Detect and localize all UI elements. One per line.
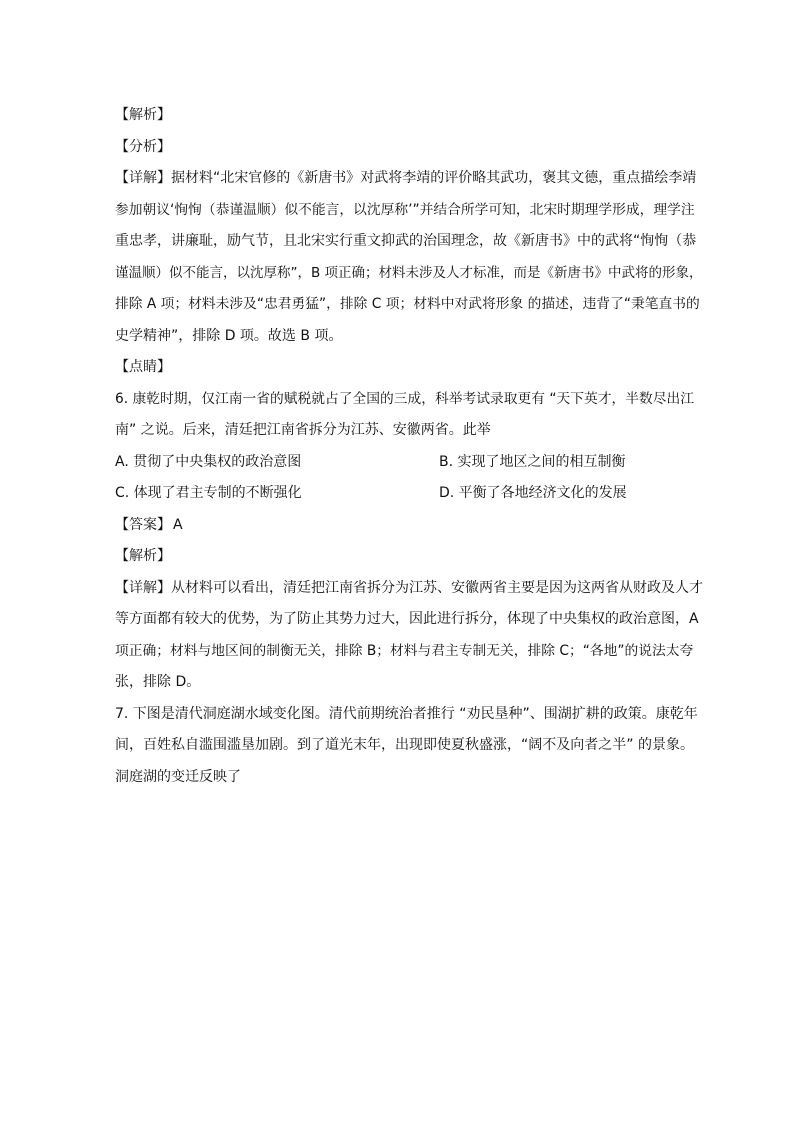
- q6-answer-tag: 【答案】: [115, 516, 171, 533]
- q5-dianjing-tag: 【点睛】: [115, 359, 171, 375]
- paragraph-line: 7. 下图是清代洞庭湖水域变化图。清代前期统治者推行 “劝民垦种”、围湖扩耕的政策。康乾年: [115, 705, 698, 722]
- q5-xiangjie-paragraph: [115, 163, 703, 352]
- document-page: [115, 100, 703, 793]
- q6-xiangjie-tag: 【详解】: [115, 579, 171, 596]
- q5-xiangjie-tag: 【详解】: [115, 170, 171, 186]
- q6-answer-value: A: [173, 516, 183, 533]
- paragraph-line: 等方面都有较大的优势，为了防止其势力过大，因此进行拆分，体现了中央集权的政治意图，A: [115, 611, 699, 627]
- q6-stem: [115, 384, 703, 447]
- paragraph-line: 重忠孝，讲廉耻，励气节，且北宋实行重文抑武的治国理念，故《新唐书》中的武将“恂恂（恭: [115, 233, 697, 249]
- paragraph-line: 谨温顺）似不能言，以沈厚称”，B 项正确；材料未涉及人才标准，而是《新唐书》中武将的形象，: [115, 264, 703, 281]
- q6-option-a: A. 贯彻了中央集权的政治意图: [115, 453, 302, 470]
- q6-options-row-2: [115, 478, 703, 510]
- q6-option-d: D. 平衡了各地经济文化的发展: [439, 485, 627, 501]
- paragraph-line: 【详解】据材料“北宋官修的《新唐书》对武将李靖的评价略其武功，褒其文德，重点描绘李靖: [115, 170, 697, 186]
- paragraph-line: 间，百姓私自滥围滥垦加剧。到了道光末年，出现即使夏秋盛涨，“阔不及向者之半” 的景象。: [115, 737, 694, 753]
- q5-jiexi-tag: 【解析】: [115, 107, 171, 123]
- paragraph-line: 项正确；材料与地区间的制衡无关，排除 B；材料与君主专制无关，排除 C；“各地”的说法太夸: [115, 642, 694, 659]
- q6-xiangjie-paragraph: [115, 573, 703, 699]
- paragraph-line: 参加朝议‘恂恂（恭谨温顺）似不能言，以沈厚称’”并结合所学可知，北宋时期理学形成，理学注: [115, 201, 695, 218]
- paragraph-line: 洞庭湖的变迁反映了: [115, 768, 241, 785]
- paragraph-line: 【详解】从材料可以看出，清廷把江南省拆分为江苏、安徽两省主要是因为这两省从财政及人才: [115, 579, 703, 596]
- q6-option-c: C. 体现了君主专制的不断强化: [115, 485, 302, 501]
- paragraph-line: 南” 之说。后来，清廷把江南省拆分为江苏、安徽两省。此举: [115, 422, 491, 438]
- paragraph-line: 6. 康乾时期，仅江南一省的赋税就占了全国的三成，科举考试录取更有 “天下英才，半数尽出江: [115, 390, 694, 407]
- q6-options-row-1: [115, 447, 703, 479]
- paragraph-line: 排除 A 项；材料未涉及“忠君勇猛”，排除 C 项；材料中对武将形象 的描述，违背了“秉笔直书的: [115, 296, 700, 312]
- q7-stem: [115, 699, 703, 794]
- q5-fenxi-tag: 【分析】: [115, 138, 171, 155]
- q6-jiexi-tag: 【解析】: [115, 548, 171, 564]
- paragraph-line: 史学精神”，排除 D 项。故选 B 项。: [115, 327, 343, 344]
- paragraph-line: 张，排除 D。: [115, 674, 201, 690]
- q6-option-b: B. 实现了地区之间的相互制衡: [439, 453, 626, 470]
- q6-answer: [115, 510, 703, 542]
